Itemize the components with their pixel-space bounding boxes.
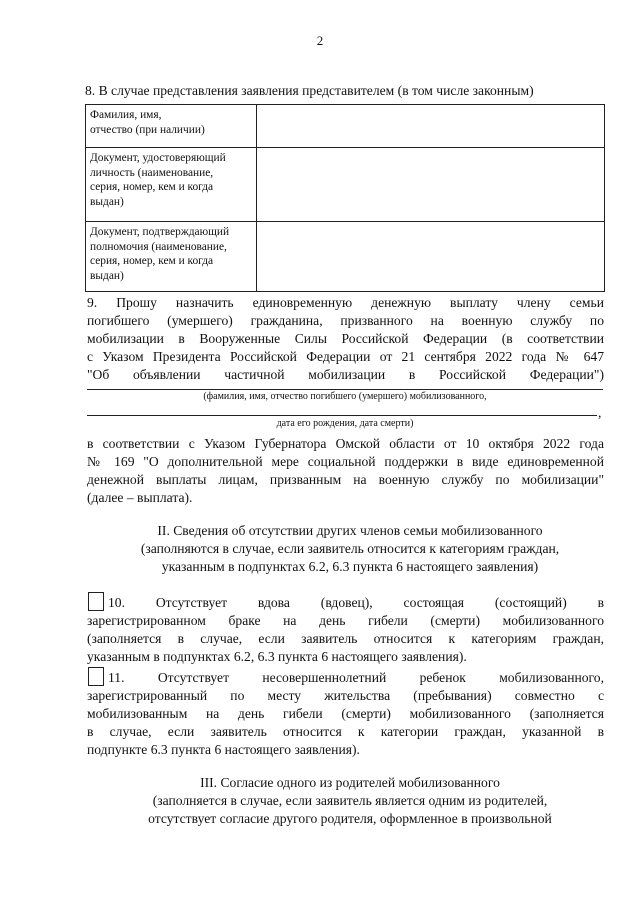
item11-checkbox[interactable] (88, 667, 104, 686)
label-line: серия, номер, кем и когда (90, 255, 214, 267)
full-name-field[interactable] (257, 105, 605, 148)
paragraph9-line: в соответствии с Указом Губернатора Омской области от 10 октября 2022 года (87, 436, 604, 451)
table-row-label (86, 105, 257, 148)
item10-line: (заполняется в случае, если заявитель относится к категориям граждан, (87, 631, 604, 646)
paragraph9-line: погибшего (умершего) гражданина, призванного на военную службу по (87, 313, 604, 328)
item11-line: подпункте 6.3 пункта 6 настоящего заявления). (87, 742, 360, 757)
item11-line: 11. Отсутствует несовершеннолетний ребенок мобилизованного, (108, 670, 604, 685)
deceased-dates-caption: дата его рождения, дата смерти) (276, 418, 414, 429)
item10-line: зарегистрированном браке на день гибели (смерти) мобилизованного (87, 613, 604, 628)
section3-subtitle: отсутствует согласие другого родителя, оформленное в произвольной (148, 811, 552, 826)
paragraph9-line: мобилизации в Вооруженные Силы Российской Федерации (в соответствии (87, 331, 604, 346)
paragraph9-line: "Об объявлении частичной мобилизации в Российской Федерации") (87, 367, 604, 382)
label-line: Документ, удостоверяющий (90, 152, 226, 164)
section3-subtitle: (заполняется в случае, если заявитель является одним из родителей, (152, 793, 548, 808)
table-row-label (86, 222, 257, 292)
page-number: 2 (316, 33, 324, 48)
label-line: серия, номер, кем и когда (90, 181, 214, 193)
section2-subtitle: (заполняются в случае, если заявитель относится к категориям граждан, (140, 541, 560, 556)
identity-document-field[interactable] (257, 148, 605, 222)
paragraph9-line: № 169 "О дополнительной мере социальной поддержки в виде единовременной (87, 454, 604, 469)
label-line: личность (наименование, (90, 166, 214, 179)
table-row (86, 105, 605, 148)
label-line: выдан) (90, 269, 124, 282)
item11-line: зарегистрированный по месту жительства (пребывания) совместно с (87, 688, 604, 703)
table-row-label (86, 148, 257, 222)
item10-checkbox[interactable] (88, 592, 104, 611)
label-line: выдан) (90, 195, 124, 208)
item10-line: указанным в подпунктах 6.2, 6.3 пункта 6 настоящего заявления). (87, 649, 467, 664)
section2-subtitle: указанным в подпунктах 6.2, 6.3 пункта 6 настоящего заявления) (161, 559, 539, 574)
representative-table (85, 104, 605, 292)
paragraph9-line: 9. Прошу назначить единовременную денежную выплату члену семьи (87, 295, 604, 310)
section2-title: II. Сведения об отсутствии других членов семьи мобилизованного (157, 523, 543, 538)
deceased-dates-line[interactable] (87, 415, 597, 416)
section8-heading: 8. В случае представления заявления представителем (в том числе законным) (85, 83, 534, 98)
label-line: Фамилия, имя, (90, 109, 162, 121)
paragraph9-line: (далее – выплата). (87, 490, 193, 505)
table-row (86, 222, 605, 292)
label-line: полномочия (наименование, (90, 240, 227, 253)
item11-line: мобилизованным на день гибели (смерти) мобилизованного (заполняется (87, 706, 604, 721)
paragraph9-line: с Указом Президента Российской Федерации от 21 сентября 2022 года № 647 (87, 349, 604, 364)
authority-document-field[interactable] (257, 222, 605, 292)
comma: , (598, 405, 602, 420)
deceased-name-caption: (фамилия, имя, отчество погибшего (умершего) мобилизованного, (203, 391, 487, 402)
label-line: отчество (при наличии) (90, 123, 205, 136)
table-row (86, 148, 605, 222)
label-line: Документ, подтверждающий (90, 226, 230, 238)
paragraph9-line: денежной выплаты лицам, призванным на военную службу по мобилизации" (87, 472, 604, 487)
deceased-name-line[interactable] (87, 389, 603, 390)
section3-title: III. Согласие одного из родителей мобилизованного (200, 775, 500, 790)
item11-line: в случае, если заявитель относится к категории граждан, указанной в (87, 724, 604, 739)
item10-line: 10. Отсутствует вдова (вдовец), состоящая (состоящий) в (108, 595, 604, 610)
